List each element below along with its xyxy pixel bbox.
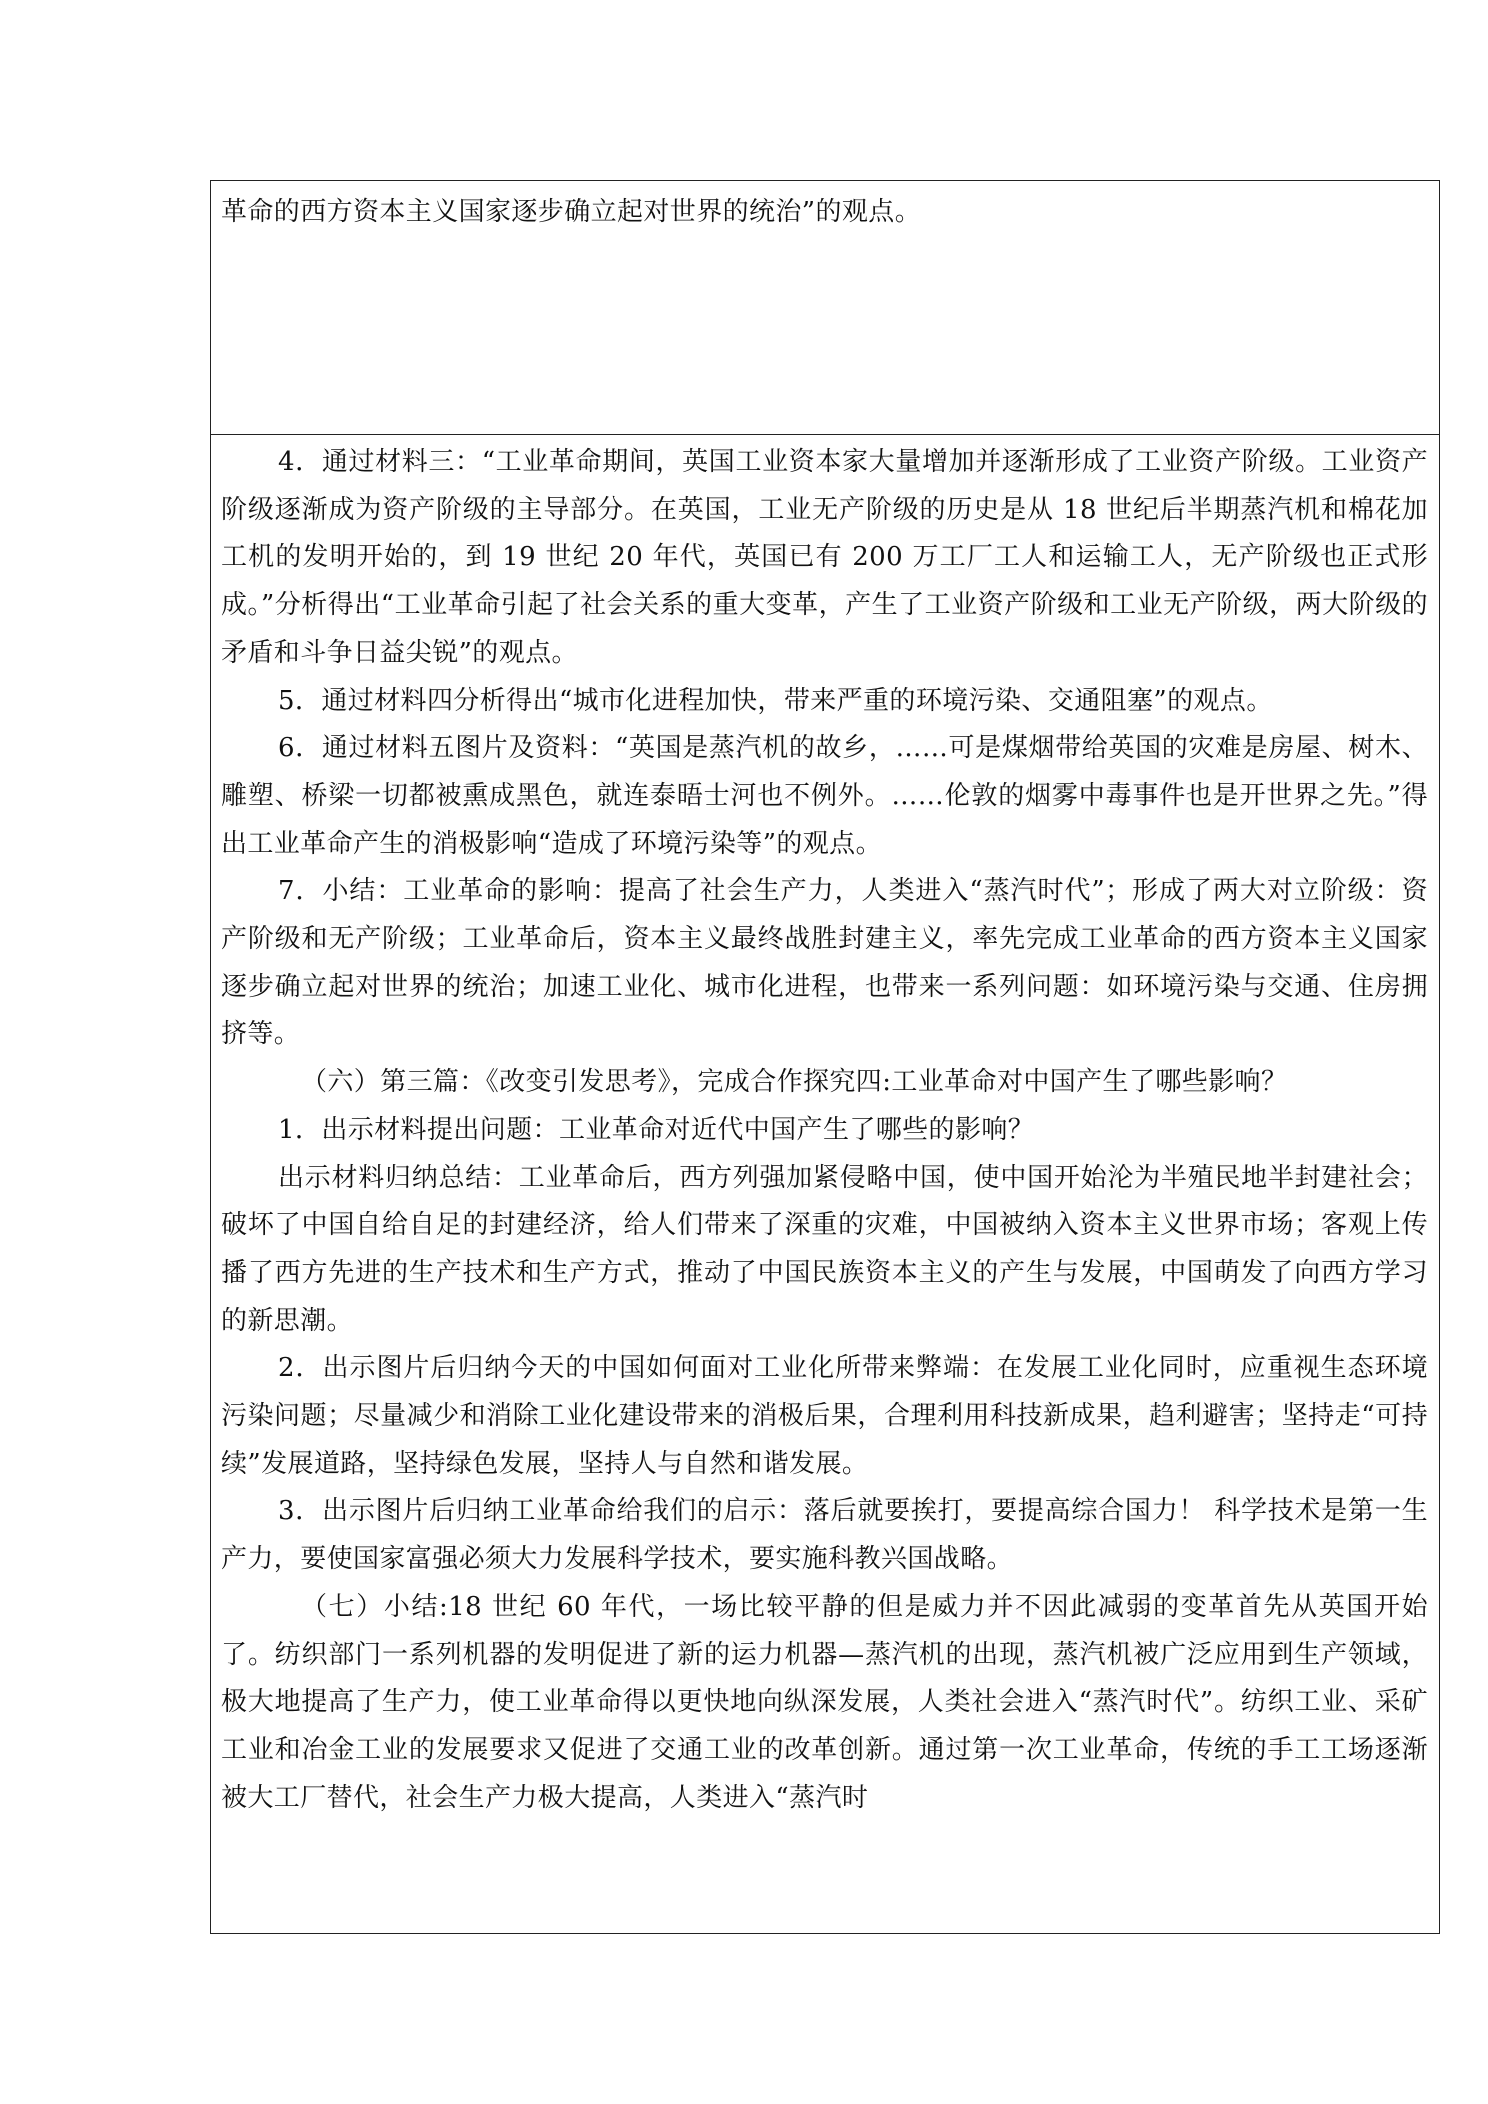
- section-summary-7: （七）小结:18 世纪 60 年代，一场比较平静的但是威力并不因此减弱的变革首先从英国开始了。纺织部门一系列机器的发明促进了新的运力机器—蒸汽机的出现，蒸汽机被广泛应用到生产领域，极大地提高了生产力，使工业革命得以更快地向纵深发展，人类社会进入“蒸汽时代”。纺织工业、采矿工业和冶金工业的发展要求又促进了交通工业的改革创新。通过第一次工业革命，传统的手工工场逐渐被大工厂替代，社会生产力极大提高，人类进入“蒸汽时: [221, 1591, 1428, 1813]
- paragraph-sub-1: 1．出示材料提出问题：工业革命对近代中国产生了哪些的影响？: [278, 1114, 1035, 1145]
- paragraph-point-5: 5．通过材料四分析得出“城市化进程加快，带来严重的环境污染、交通阻塞”的观点。: [278, 685, 1273, 716]
- paragraph-sub-3: 3．出示图片后归纳工业革命给我们的启示：落后就要挨打，要提高综合国力！ 科学技术是第一生产力，要使国家富强必须大力发展科学技术，要实施科教兴国战略。: [221, 1496, 1428, 1575]
- paragraph-point-7: 7．小结：工业革命的影响：提高了社会生产力，人类进入“蒸汽时代”；形成了两大对立阶级：资产阶级和无产阶级；工业革命后，资本主义最终战胜封建主义，率先完成工业革命的西方资本主义国家逐步确立起对世界的统治；加速工业化、城市化进程，也带来一系列问题：如环境污染与交通、住房拥挤等。: [221, 876, 1428, 1050]
- table-frame: [210, 180, 1440, 1934]
- section-heading-6: （六）第三篇：《改变引发思考》，完成合作探究四:工业革命对中国产生了哪些影响？: [301, 1067, 1288, 1098]
- paragraph-point-4: 4．通过材料三：“工业革命期间，英国工业资本家大量增加并逐渐形成了工业资产阶级。工业资产阶级逐渐成为资产阶级的主导部分。在英国，工业无产阶级的历史是从 18 世纪后半期蒸汽机和棉花加工机的发明开始的，到 19 世纪 20 年代，英国已有 200 万工厂工人和运输工人，无产阶级也正式形成。”分析得出“工业革命引起了社会关系的重大变革，产生了工业资产阶级和工业无产阶级，两大阶级的矛盾和斗争日益尖锐”的观点。: [221, 447, 1428, 668]
- paragraph-sub-2: 2．出示图片后归纳今天的中国如何面对工业化所带来弊端：在发展工业化同时，应重视生态环境污染问题；尽量减少和消除工业化建设带来的消极后果，合理利用科技新成果，趋利避害；坚持走“可持续”发展道路，坚持绿色发展，坚持人与自然和谐发展。: [221, 1353, 1428, 1479]
- paragraph-summary-materials: 出示材料归纳总结：工业革命后，西方列强加紧侵略中国，使中国开始沦为半殖民地半封建社会；破坏了中国自给自足的封建经济，给人们带来了深重的灾难，中国被纳入资本主义世界市场；客观上传播了西方先进的生产技术和生产方式，推动了中国民族资本主义的产生与发展，中国萌发了向西方学习的新思潮。: [221, 1162, 1428, 1336]
- table-cell-top: [211, 181, 1439, 435]
- top-cell-text: 革命的西方资本主义国家逐步确立起对世界的统治”的观点。: [221, 197, 922, 227]
- paragraph-point-6: 6．通过材料五图片及资料：“英国是蒸汽机的故乡，……可是煤烟带给英国的灾难是房屋、树木、雕塑、桥梁一切都被熏成黑色，就连泰晤士河也不例外。……伦敦的烟雾中毒事件也是开世界之先。”得出工业革命产生的消极影响“造成了环境污染等”的观点。: [221, 733, 1428, 859]
- table-cell-main: [211, 435, 1439, 1933]
- main-content: [211, 435, 1439, 1822]
